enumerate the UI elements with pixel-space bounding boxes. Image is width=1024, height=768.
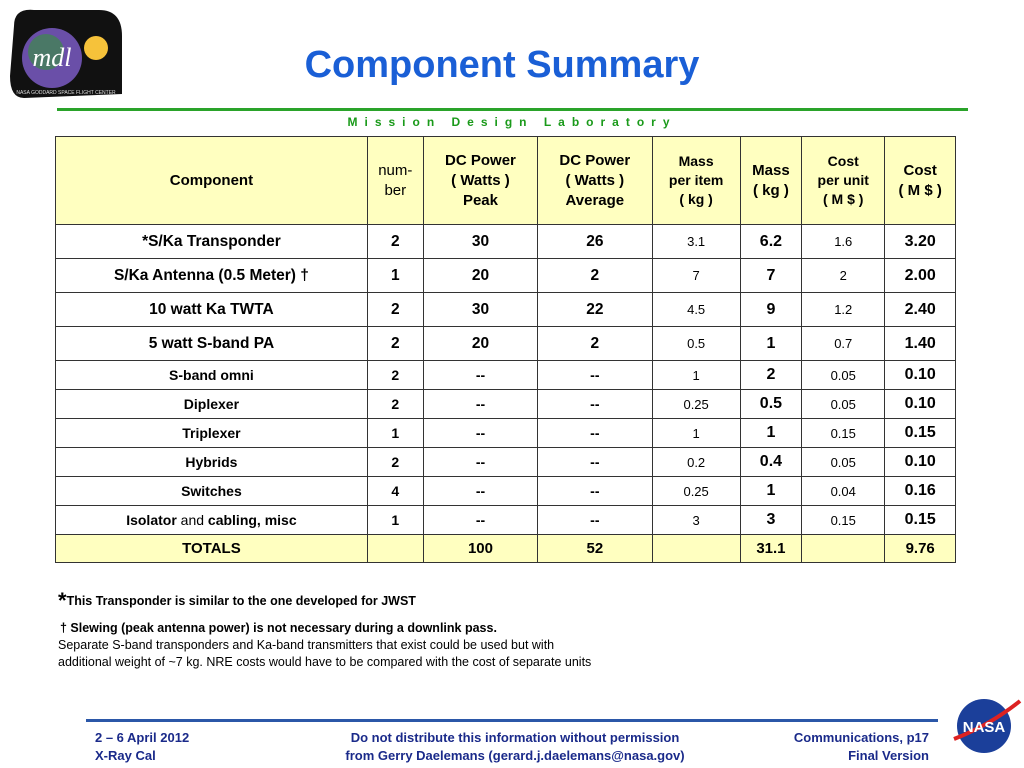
cell-mass-per-item: 4.5 [652,293,740,327]
svg-text:mdl: mdl [32,43,72,72]
cell-mass: 9 [740,293,801,327]
cell-cost: 2.40 [885,293,956,327]
total-mass: 31.1 [740,535,801,563]
cell-dc-power-average: -- [538,361,652,390]
cell-component: Switches [56,477,368,506]
total-dc-power-peak: 100 [423,535,537,563]
total-dc-power-average: 52 [538,535,652,563]
cell-mass: 0.5 [740,390,801,419]
total-cost-per-unit [802,535,885,563]
cell-cost: 0.10 [885,361,956,390]
cell-mass-per-item: 1 [652,419,740,448]
cell-mass: 3 [740,506,801,535]
cell-dc-power-average: 2 [538,327,652,361]
cell-cost-per-unit: 1.6 [802,225,885,259]
cell-number: 2 [367,327,423,361]
table-row [56,361,956,390]
cell-dc-power-average: -- [538,448,652,477]
svg-text:NASA: NASA [962,719,1006,736]
total-mass-per-item [652,535,740,563]
cell-dc-power-average: -- [538,419,652,448]
component-part: cabling, misc [207,512,297,528]
table-row [56,225,956,259]
note-nre: additional weight of ~7 kg. NRE costs would have to be compared with the cost of separate units [58,655,592,669]
cell-dc-power-peak: 30 [423,293,537,327]
cell-number: 1 [367,506,423,535]
component-table [55,136,956,563]
cell-cost-per-unit: 2 [802,259,885,293]
note-slewing: † Slewing (peak antenna power) is not necessary during a downlink pass. [60,621,497,635]
header-mass-per-item: Mass per item ( kg ) [652,137,740,225]
header-number: num- ber [367,137,423,225]
cell-cost-per-unit: 0.05 [802,361,885,390]
cell-dc-power-peak: -- [423,361,537,390]
cell-cost: 1.40 [885,327,956,361]
title-divider [57,108,968,111]
table-row [56,419,956,448]
cell-cost-per-unit: 0.04 [802,477,885,506]
table-row [56,327,956,361]
cell-cost-per-unit: 0.05 [802,448,885,477]
cell-dc-power-peak: 20 [423,259,537,293]
cell-cost-per-unit: 0.15 [802,419,885,448]
totals-label: TOTALS [56,535,368,563]
footer-contact: from Gerry Daelemans (gerard.j.daelemans@nasa.gov) [345,748,685,763]
header-cost-per-unit: Cost per unit ( M $ ) [802,137,885,225]
cell-dc-power-average: -- [538,477,652,506]
table-row [56,259,956,293]
cell-mass: 7 [740,259,801,293]
cell-component: 5 watt S-band PA [56,327,368,361]
cell-dc-power-peak: -- [423,419,537,448]
footer-left [95,729,189,765]
cell-cost: 0.15 [885,506,956,535]
cell-cost: 0.16 [885,477,956,506]
cell-cost-per-unit: 1.2 [802,293,885,327]
note-separate: Separate S-band transponders and Ka-band transmitters that exist could be used but with [58,638,555,652]
cell-cost-per-unit: 0.15 [802,506,885,535]
footer-notice: Do not distribute this information without permission [350,730,680,745]
footer-date: 2 – 6 April 2012 [95,730,190,745]
cell-dc-power-average: -- [538,390,652,419]
cell-dc-power-average: 2 [538,259,652,293]
table-row [56,448,956,477]
cell-number: 2 [367,225,423,259]
cell-mass-per-item: 0.25 [652,477,740,506]
cell-dc-power-peak: -- [423,506,537,535]
cell-number: 1 [367,419,423,448]
page-title: Component Summary [304,44,700,86]
cell-number: 2 [367,448,423,477]
cell-mass: 1 [740,419,801,448]
header-dc-power-peak: DC Power ( Watts ) Peak [423,137,537,225]
note-transponder [58,588,591,613]
cell-component: S-band omni [56,361,368,390]
header-cost: Cost ( M $ ) [885,137,956,225]
cell-mass-per-item: 0.5 [652,327,740,361]
total-number [367,535,423,563]
cell-mass-per-item: 3.1 [652,225,740,259]
cell-component: Diplexer [56,390,368,419]
footer-center [300,729,730,765]
cell-component: Triplexer [56,419,368,448]
nasa-logo [950,695,1022,755]
cell-dc-power-peak: 20 [423,327,537,361]
cell-component: S/Ka Antenna (0.5 Meter) † [56,259,368,293]
table-row [56,477,956,506]
cell-number: 1 [367,259,423,293]
cell-cost: 0.10 [885,390,956,419]
cell-cost: 3.20 [885,225,956,259]
cell-mass: 1 [740,477,801,506]
cell-cost: 0.15 [885,419,956,448]
cell-dc-power-peak: -- [423,448,537,477]
cell-number: 2 [367,293,423,327]
totals-row [56,535,956,563]
component-part: Isolator [126,512,177,528]
cell-mass-per-item: 0.2 [652,448,740,477]
footer-version: Final Version [848,748,929,763]
subtitle: Mission Design Laboratory [347,115,677,129]
cell-mass-per-item: 1 [652,361,740,390]
cell-dc-power-peak: -- [423,477,537,506]
cell-component [56,506,368,535]
cell-cost: 2.00 [885,259,956,293]
svg-text:NASA GODDARD SPACE FLIGHT CENT: NASA GODDARD SPACE FLIGHT CENTER [16,90,116,96]
total-cost: 9.76 [885,535,956,563]
footer-page: Communications, p17 [793,730,929,745]
table-row [56,293,956,327]
footer-project: X-Ray Cal [95,748,156,763]
cell-number: 2 [367,390,423,419]
header-dc-power-average: DC Power ( Watts ) Average [538,137,652,225]
cell-mass: 6.2 [740,225,801,259]
cell-mass-per-item: 7 [652,259,740,293]
cell-component: 10 watt Ka TWTA [56,293,368,327]
cell-cost: 0.10 [885,448,956,477]
note-text: This Transponder is similar to the one developed for JWST [66,594,416,608]
header-mass: Mass ( kg ) [740,137,801,225]
cell-number: 2 [367,361,423,390]
footer-right [794,729,929,765]
cell-mass: 2 [740,361,801,390]
cell-mass-per-item: 3 [652,506,740,535]
header-row [56,137,956,225]
header-component: Component [56,137,368,225]
cell-dc-power-average: -- [538,506,652,535]
cell-mass: 0.4 [740,448,801,477]
cell-component: *S/Ka Transponder [56,225,368,259]
footnotes [58,588,592,671]
cell-dc-power-peak: -- [423,390,537,419]
footer-divider [86,719,938,722]
cell-number: 4 [367,477,423,506]
cell-mass: 1 [740,327,801,361]
cell-cost-per-unit: 0.7 [802,327,885,361]
asterisk: * [58,588,67,613]
cell-mass-per-item: 0.25 [652,390,740,419]
component-part: and [176,512,208,528]
cell-cost-per-unit: 0.05 [802,390,885,419]
table-row [56,506,956,535]
table-row [56,390,956,419]
cell-dc-power-average: 26 [538,225,652,259]
cell-dc-power-average: 22 [538,293,652,327]
cell-dc-power-peak: 30 [423,225,537,259]
cell-component: Hybrids [56,448,368,477]
